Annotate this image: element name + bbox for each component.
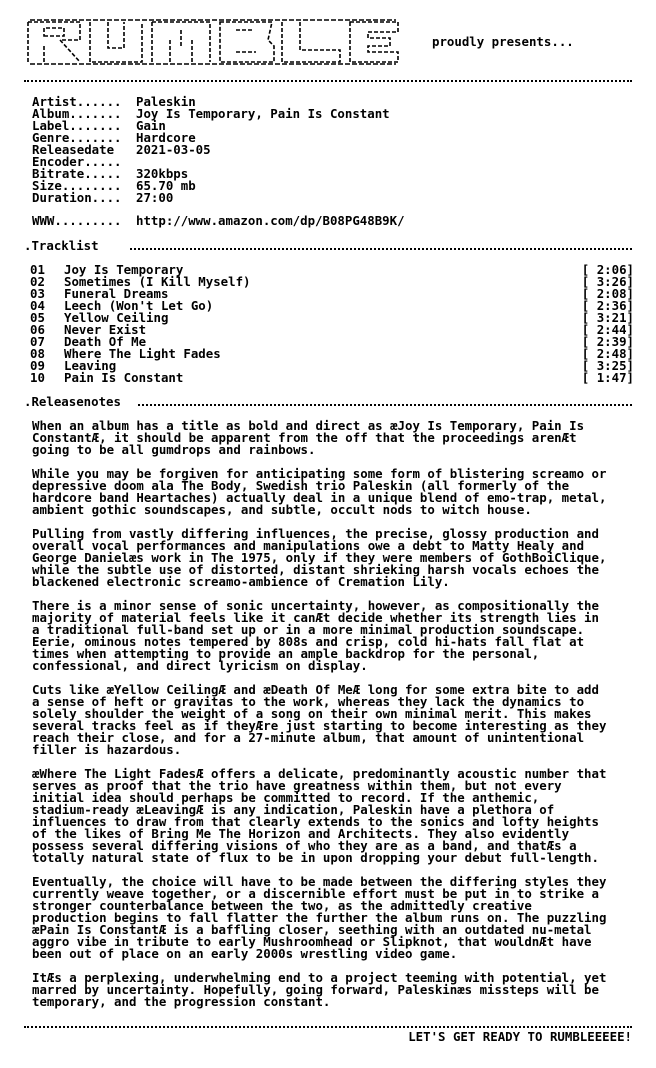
track-number: 04 (30, 298, 45, 313)
info-key: Size........ (32, 178, 122, 193)
divider (24, 80, 632, 82)
track-number: 06 (30, 322, 45, 337)
track-title: Where The Light Fades (64, 346, 221, 361)
www-row (32, 215, 405, 227)
info-value: 65.70 mb (136, 178, 196, 193)
release-note-paragraph: Cuts like æYellow CeilingÆ and æDeath Of MeÆ long for some extra bite to add a sense of heft or gravitas to the work, whereas they lack the dynamics to solely shoulder the weight of a song on their own minimal merit. This makes several tracks feel as if theyÆre just starting to become interesting as they reach their close, and for a 27-minute album, that amount of unintentional filler is hazardous. (32, 682, 607, 757)
rumble-logo (24, 18, 404, 66)
track-duration: [ 2:06] (581, 262, 634, 277)
info-value: 2021-03-05 (136, 142, 211, 157)
track-number: 05 (30, 310, 45, 325)
divider (24, 1026, 632, 1028)
track-row (30, 348, 634, 360)
info-value: 27:00 (136, 190, 174, 205)
track-title: Pain Is Constant (64, 370, 184, 385)
track-title: Yellow Ceiling (64, 310, 169, 325)
track-duration: [ 3:26] (581, 274, 634, 289)
presents-text: proudly presents... (432, 34, 574, 49)
track-duration: [ 2:44] (581, 322, 634, 337)
info-key: Label....... (32, 118, 122, 133)
track-number: 02 (30, 274, 45, 289)
track-duration: [ 2:08] (581, 286, 634, 301)
release-note-paragraph: æWhere The Light FadesÆ offers a delicate, predominantly acoustic number that serves as proof that the trio have greatness within them, but not every initial idea should perhaps be committed to record. If the anthemic, stadium-ready æLeavingÆ is any indication, Paleskin have a plethora of influences to draw from that clearly extends to the sonics and lofty heights of the likes of Bring Me The Horizon and Architects. They also evidently possess several differing visions of who they are as a band, and thatÆs a totally natural state of flux to be in upon dropping your debut full-length. (32, 766, 607, 865)
releasenotes-rule (138, 404, 632, 406)
info-value: Gain (136, 118, 166, 133)
info-row (32, 192, 173, 204)
info-value: Paleskin (136, 94, 196, 109)
info-value: Joy Is Temporary, Pain Is Constant (136, 106, 390, 121)
www-key: WWW......... (32, 213, 122, 228)
info-key: Album....... (32, 106, 122, 121)
releasenotes-heading: .Releasenotes (24, 394, 121, 409)
release-note-paragraph: When an album has a title as bold and direct as æJoy Is Temporary, Pain Is ConstantÆ, it should be apparent from the off that the proceedings arenÆt going to be all gumdrops and rainbows. (32, 418, 585, 457)
info-key: Duration.... (32, 190, 122, 205)
info-value: 320kbps (136, 166, 189, 181)
track-row (30, 372, 634, 384)
track-title: Never Exist (64, 322, 147, 337)
info-key: Releasedate (32, 142, 115, 157)
info-key: Artist...... (32, 94, 122, 109)
track-duration: [ 1:47] (581, 370, 634, 385)
tracklist-heading: .Tracklist (24, 238, 99, 253)
info-value: Hardcore (136, 130, 196, 145)
track-duration: [ 2:48] (581, 346, 634, 361)
tracklist-rule (130, 248, 632, 250)
track-number: 03 (30, 286, 45, 301)
track-title: Leech (Won't Let Go) (64, 298, 214, 313)
track-duration: [ 3:25] (581, 358, 634, 373)
release-note-paragraph: While you may be forgiven for anticipating some form of blistering screamo or depressive doom ala The Body, Swedish trio Paleskin (all formerly of the hardcore band Heartaches) actually deal in a unique blend of emo-trap, metal, ambient gothic soundscapes, and subtle, occult nods to witch house. (32, 466, 607, 517)
track-number: 10 (30, 370, 45, 385)
release-note-paragraph: Pulling from vastly differing influences, the precise, glossy production and overall vocal performances and manipulations owe a debt to Matty Healy and George Danielæs work in The 1975, only if they were members of GothBoiClique, while the subtle use of distorted, distant shrieking harsh vocals echoes the blackened electronic screamo-ambience of Cremation Lily. (32, 526, 607, 589)
release-note-paragraph: There is a minor sense of sonic uncertainty, however, as compositionally the majority of material feels like it canÆt decide whether its strength lies in a traditional full-band set up or in a more minimal production soundscape. Eerie, ominous notes tempered by 808s and crisp, cold hi-hats fall flat at times when attempting to provide an ample backdrop for the personal, confessional, and direct lyricism on display. (32, 598, 599, 673)
track-duration: [ 2:36] (581, 298, 634, 313)
track-number: 09 (30, 358, 45, 373)
release-note-paragraph: Eventually, the choice will have to be made between the differing styles they currently weave together, or a discernible effort must be put in to strike a stronger counterbalance between the two, as the admittedly creative production begins to fall flatter the further the album runs on. The puzzling æPain Is ConstantÆ is a baffling closer, seething with an outdated nu-metal aggro vibe in tribute to early Mushroomhead or Slipknot, that wouldnÆt have been out of place on an early 2000s wrestling video game. (32, 874, 607, 961)
track-title: Leaving (64, 358, 117, 373)
www-link[interactable]: http://www.amazon.com/dp/B08PG48B9K/ (136, 213, 405, 228)
track-title: Funeral Dreams (64, 286, 169, 301)
track-duration: [ 3:21] (581, 310, 634, 325)
track-number: 08 (30, 346, 45, 361)
info-key: Genre....... (32, 130, 122, 145)
track-number: 07 (30, 334, 45, 349)
track-title: Joy Is Temporary (64, 262, 184, 277)
track-title: Sometimes (I Kill Myself) (64, 274, 251, 289)
track-duration: [ 2:39] (581, 334, 634, 349)
footer-text: LET'S GET READY TO RUMBLEEEEE! (408, 1029, 632, 1044)
track-title: Death Of Me (64, 334, 147, 349)
release-note-paragraph: ItÆs a perplexing, underwhelming end to a project teeming with potential, yet marred by uncertainty. Hopefully, going forward, Paleskinæs missteps will be temporary, and the progression constant. (32, 970, 607, 1009)
info-key: Bitrate..... (32, 166, 122, 181)
info-key: Encoder..... (32, 154, 122, 169)
track-number: 01 (30, 262, 45, 277)
